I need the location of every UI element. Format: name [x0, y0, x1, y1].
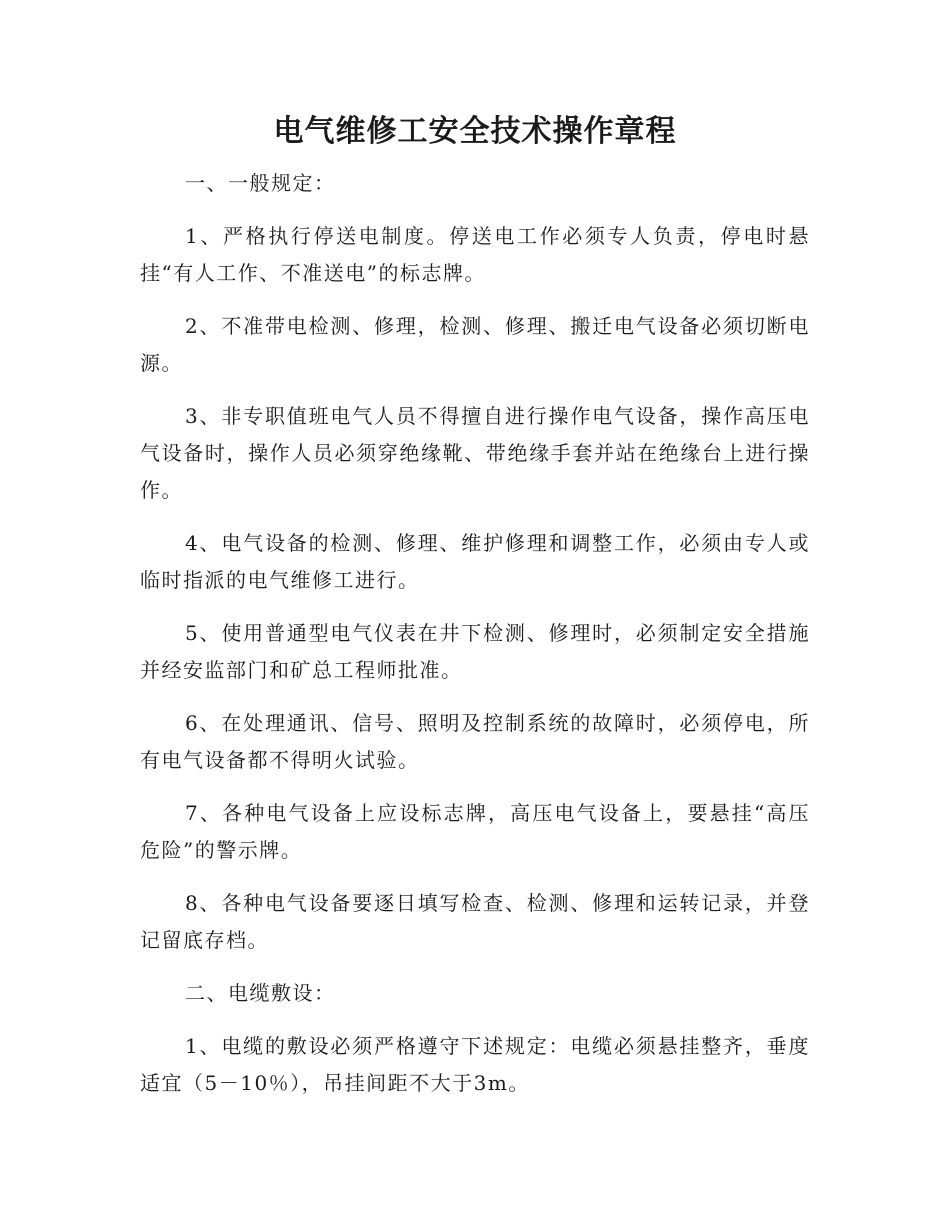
paragraph: 6、在处理通讯、信号、照明及控制系统的故障时，必须停电，所有电气设备都不得明火试验。: [140, 711, 810, 772]
paragraph: 1、电缆的敷设必须严格遵守下述规定：电缆必须悬挂整齐，垂度适宜（5－10％），吊挂间距不大于3m。: [140, 1034, 810, 1095]
document-body: [140, 165, 810, 1118]
paragraph: 5、使用普通型电气仪表在井下检测、修理时，必须制定安全措施并经安监部门和矿总工程师批准。: [140, 621, 810, 682]
section-heading-cable: 二、电缆敷设：: [185, 981, 336, 1005]
document-title: 电气维修工安全技术操作章程: [273, 114, 677, 149]
paragraph: 8、各种电气设备要逐日填写检查、检测、修理和运转记录，并登记留底存档。: [140, 891, 810, 952]
paragraph: 7、各种电气设备上应设标志牌，高压电气设备上，要悬挂“高压危险”的警示牌。: [140, 801, 810, 862]
paragraph: 1、严格执行停送电制度。停送电工作必须专人负责，停电时悬挂“有人工作、不准送电”的标志牌。: [140, 224, 810, 285]
section-heading-general: 一、一般规定：: [185, 171, 336, 195]
paragraph: 2、不准带电检测、修理，检测、修理、搬迁电气设备必须切断电源。: [140, 314, 810, 375]
paragraph: 4、电气设备的检测、修理、维护修理和调整工作，必须由专人或临时指派的电气维修工进行。: [140, 531, 810, 592]
paragraph: 3、非专职值班电气人员不得擅自进行操作电气设备，操作高压电气设备时，操作人员必须穿绝缘靴、带绝缘手套并站在绝缘台上进行操作。: [140, 404, 810, 502]
